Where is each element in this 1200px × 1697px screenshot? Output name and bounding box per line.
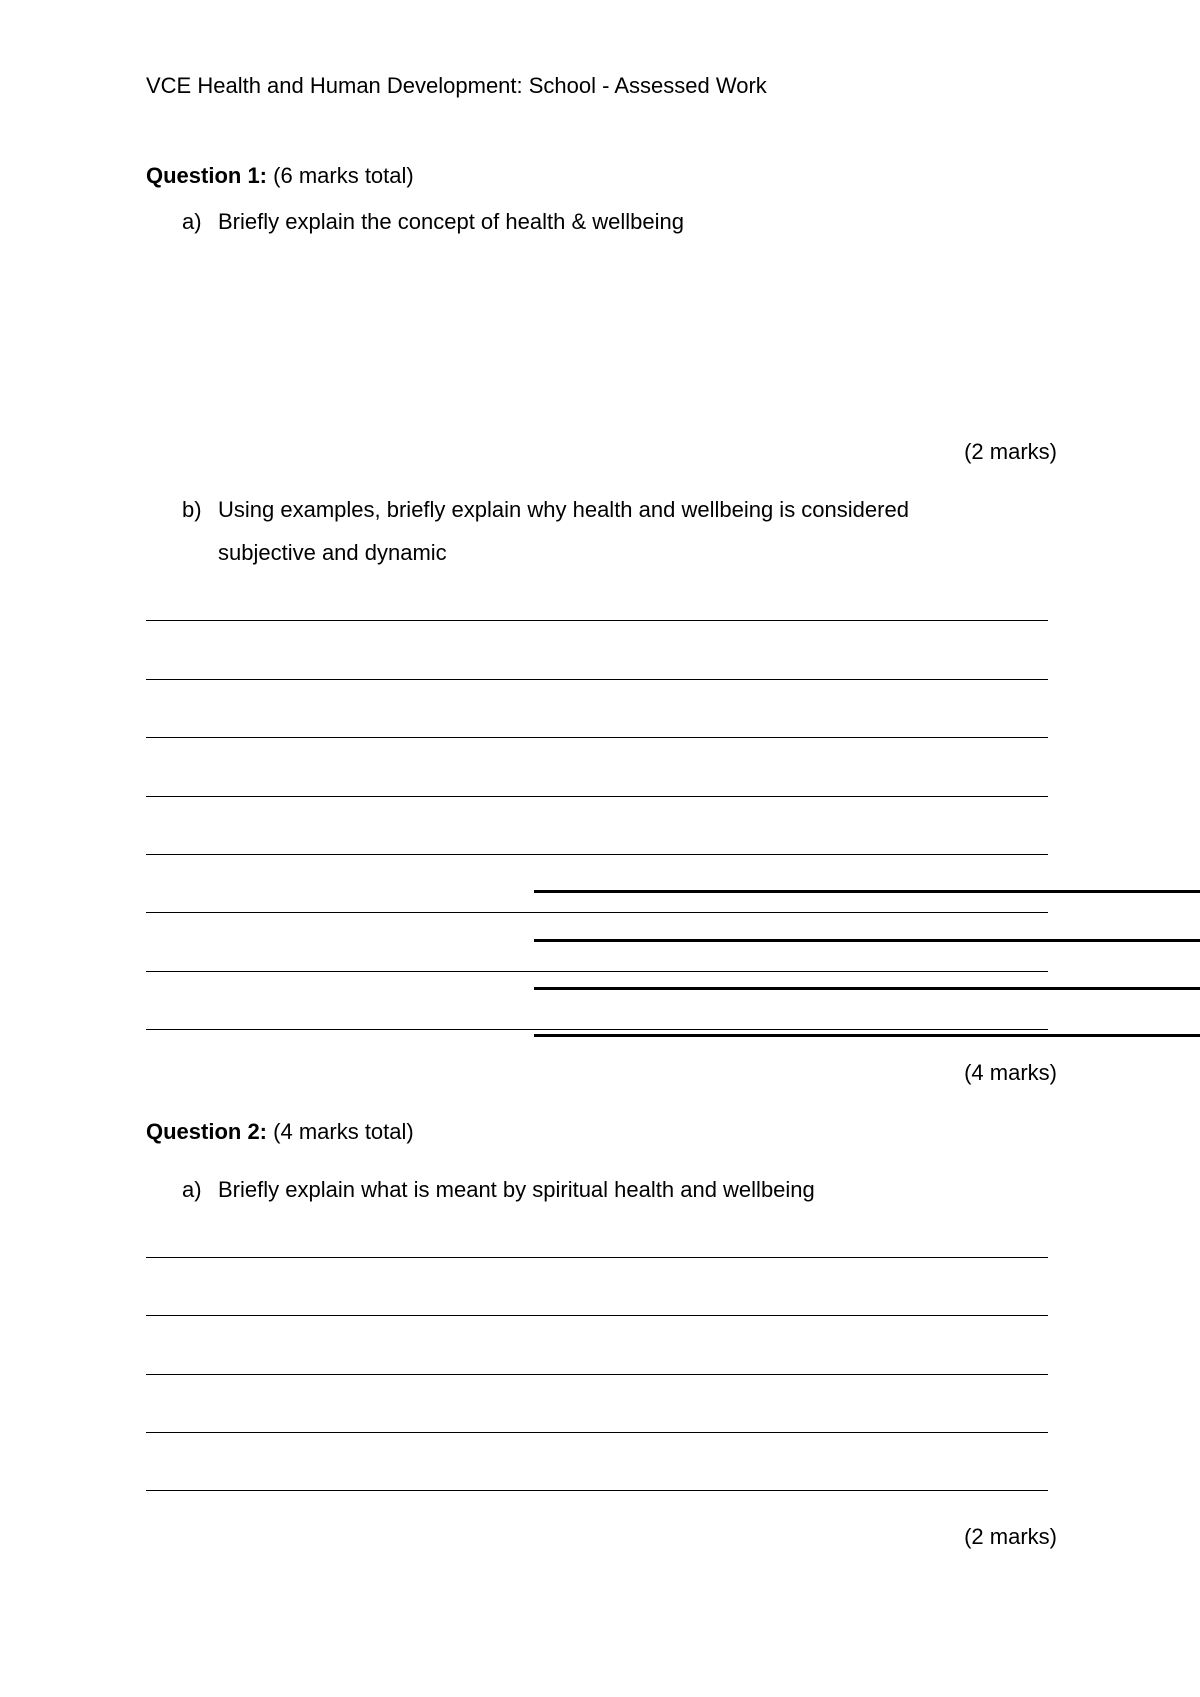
question-1b-letter: b) (182, 497, 202, 522)
answer-line[interactable] (146, 912, 1048, 913)
question-1b-prompt-line-1: Using examples, briefly explain why health and wellbeing is considered (218, 497, 909, 522)
question-1a-marks: (2 marks) (964, 439, 1057, 464)
question-2-label: Question 2: (146, 1119, 268, 1144)
answer-line[interactable] (146, 679, 1048, 680)
question-1-label: Question 1: (146, 163, 268, 188)
thick-rule (534, 987, 1200, 990)
question-1a-prompt: Briefly explain the concept of health & wellbeing (218, 209, 684, 234)
question-2a-prompt: Briefly explain what is meant by spiritual health and wellbeing (218, 1177, 815, 1202)
question-1-heading (146, 163, 414, 189)
thick-rule (534, 1034, 1200, 1037)
question-2a-marks: (2 marks) (964, 1524, 1057, 1549)
answer-line[interactable] (146, 1490, 1048, 1491)
question-2-heading (146, 1119, 414, 1145)
question-2a-letter: a) (182, 1177, 202, 1202)
answer-line[interactable] (146, 1374, 1048, 1375)
answer-line[interactable] (146, 971, 1048, 972)
question-2-total: (4 marks total) (273, 1119, 414, 1144)
question-1b-marks: (4 marks) (964, 1060, 1057, 1085)
answer-line[interactable] (146, 796, 1048, 797)
answer-line[interactable] (146, 1432, 1048, 1433)
answer-line[interactable] (146, 737, 1048, 738)
answer-line[interactable] (146, 854, 1048, 855)
answer-line[interactable] (146, 1315, 1048, 1316)
thick-rule (534, 939, 1200, 942)
question-1b-prompt-line-2: subjective and dynamic (218, 540, 447, 565)
question-1a-letter: a) (182, 209, 202, 234)
answer-line[interactable] (146, 1029, 1048, 1030)
document-header-title: VCE Health and Human Development: School - Assessed Work (146, 73, 767, 98)
question-1-total: (6 marks total) (273, 163, 414, 188)
answer-line[interactable] (146, 620, 1048, 621)
thick-rule (534, 890, 1200, 893)
answer-line[interactable] (146, 1257, 1048, 1258)
